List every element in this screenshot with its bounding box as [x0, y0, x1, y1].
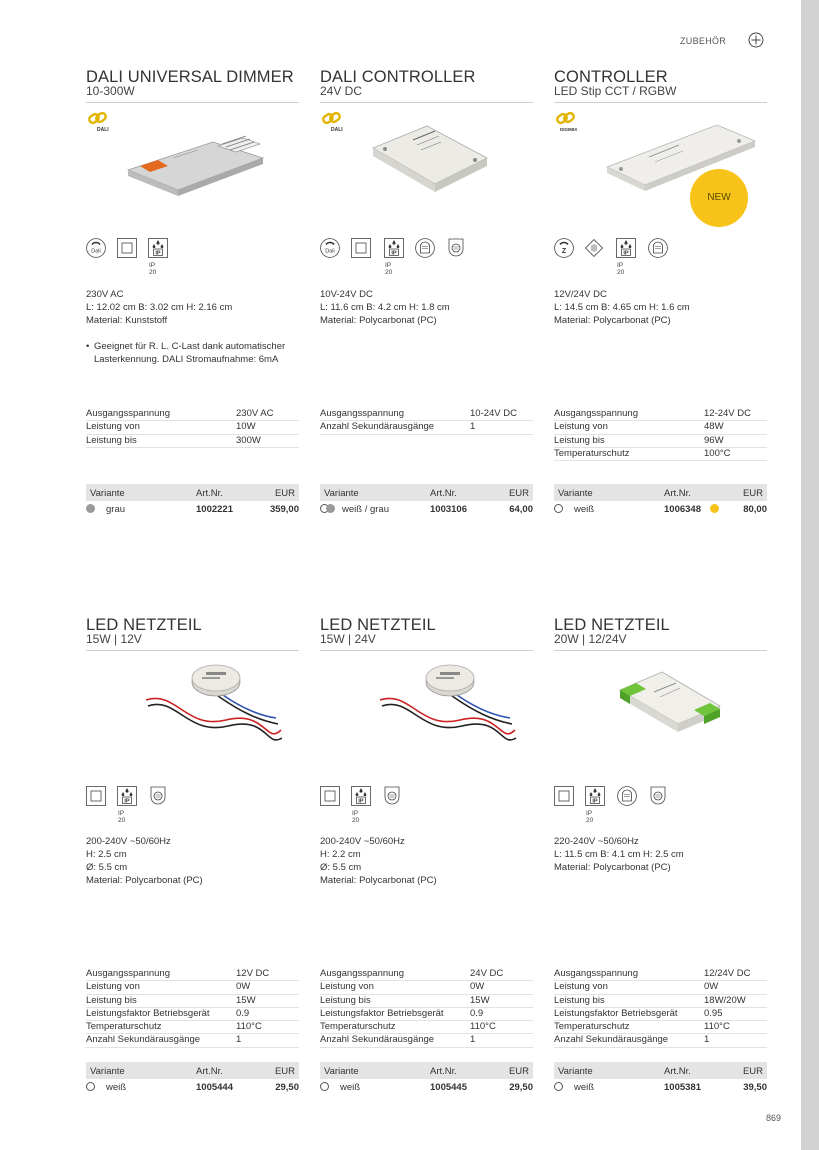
spec-value: 1 — [704, 1034, 710, 1046]
spec-row — [554, 981, 767, 994]
variant-table — [320, 1062, 533, 1095]
variant-name: weiß — [106, 1082, 127, 1093]
spec-label: Anzahl Sekundärausgänge — [554, 1034, 669, 1046]
ip-rating-label: IP 20 — [149, 262, 157, 276]
spec-row — [86, 1034, 299, 1047]
article-number: 1006348 — [664, 504, 701, 515]
article-number: 1005445 — [430, 1082, 467, 1093]
product-title: DALI UNIVERSAL DIMMER — [86, 68, 294, 86]
spec-row — [554, 968, 767, 981]
eur-header: EUR — [508, 488, 529, 499]
eur-header: EUR — [274, 1066, 295, 1077]
product-title: CONTROLLER — [554, 68, 668, 86]
variant-table-header — [86, 1062, 299, 1079]
product-note — [86, 340, 286, 366]
spec-row — [86, 968, 299, 981]
spec-label: Leistung bis — [86, 994, 137, 1006]
note-text: Geeignet für R. L. C-Last dank automatischer Lasterkennung. DALI Stromaufnahme: 6mA — [94, 341, 286, 365]
variant-row[interactable] — [554, 1079, 767, 1095]
dali-icon — [320, 238, 340, 258]
spec-value: 12V DC — [236, 968, 270, 979]
spec-label: Ausgangsspannung — [320, 408, 404, 419]
protection-icon — [382, 786, 402, 806]
indoor-use-icon — [86, 786, 106, 806]
price: 80,00 — [743, 504, 767, 515]
artnr-header: Art.Nr. — [664, 1066, 691, 1077]
variant-row[interactable] — [86, 501, 299, 517]
spec-label: Leistung bis — [554, 434, 605, 446]
spec-table — [320, 968, 533, 1048]
spec-value: 10-24V DC — [470, 408, 517, 419]
spec-label: Leistungsfaktor Betriebsgerät — [320, 1007, 444, 1019]
color-swatch-grau — [86, 504, 95, 513]
indoor-use-icon — [320, 786, 340, 806]
title-divider — [554, 102, 767, 103]
spec-row — [86, 1008, 299, 1021]
article-number: 1003106 — [430, 504, 467, 515]
spec-table — [86, 968, 299, 1048]
spec-value: 0W — [704, 981, 719, 993]
spec-row — [554, 448, 767, 461]
spec-table — [320, 408, 533, 435]
title-divider — [86, 102, 299, 103]
spec-label: Ausgangsspannung — [554, 408, 638, 419]
description-line: 200-240V ~50/60Hz — [86, 836, 171, 847]
price: 64,00 — [509, 504, 533, 515]
spec-value: 300W — [236, 434, 261, 446]
description-line: L: 14.5 cm B: 4.65 cm H: 1.6 cm — [554, 302, 690, 313]
spec-row — [86, 1021, 299, 1034]
spec-row — [320, 421, 533, 434]
spec-value: 1 — [236, 1034, 242, 1046]
description-line: Ø: 5.5 cm — [86, 862, 128, 873]
spec-row — [86, 981, 299, 994]
variant-name: weiß / grau — [342, 504, 389, 515]
spec-label: Leistung von — [554, 421, 608, 433]
variant-table — [554, 1062, 767, 1095]
artnr-header: Art.Nr. — [664, 488, 691, 499]
spec-row — [554, 1034, 767, 1047]
product-subtitle: 10-300W — [86, 84, 135, 98]
product-subtitle: 20W | 12/24V — [554, 632, 627, 646]
spec-row — [554, 995, 767, 1008]
dali-logo — [86, 110, 116, 132]
description-line: Material: Polycarbonat (PC) — [320, 315, 437, 326]
protection-icon — [648, 786, 668, 806]
spec-row — [320, 995, 533, 1008]
spec-label: Ausgangsspannung — [86, 968, 170, 979]
spec-label: Leistungsfaktor Betriebsgerät — [554, 1007, 678, 1019]
product-dali-universal-dimmer — [86, 70, 299, 530]
spec-value: 110°C — [236, 1021, 262, 1033]
spec-label: Ausgangsspannung — [554, 968, 638, 979]
product-title: DALI CONTROLLER — [320, 68, 476, 86]
protection-icon — [446, 238, 466, 258]
product-image-netzteil-round — [370, 660, 520, 750]
spec-table — [554, 408, 767, 461]
spec-row — [320, 1034, 533, 1047]
title-divider — [320, 102, 533, 103]
variant-name: grau — [106, 504, 126, 515]
product-title: LED NETZTEIL — [86, 616, 202, 634]
eur-header: EUR — [508, 1066, 529, 1077]
spec-label: Temperaturschutz — [320, 1021, 396, 1033]
section-link-zubehoer[interactable]: ZUBEHÖR — [680, 36, 727, 46]
product-led-netzteil-20w — [554, 618, 767, 1098]
spec-label: Leistung von — [86, 421, 140, 433]
note-bullet: • — [86, 341, 90, 352]
page-number: 869 — [766, 1113, 782, 1123]
housing-icon — [617, 786, 637, 806]
variant-table — [86, 1062, 299, 1095]
product-controller-led-strip — [554, 70, 767, 530]
spec-label: Leistung bis — [320, 994, 371, 1006]
eur-header: EUR — [274, 488, 295, 499]
spec-value: 0.95 — [704, 1007, 723, 1019]
variant-header: Variante — [558, 488, 593, 499]
spec-row — [320, 968, 533, 981]
ip-rating-icon — [351, 786, 371, 806]
ip-rating-icon — [148, 238, 168, 258]
spec-row — [320, 1008, 533, 1021]
article-number: 1002221 — [196, 504, 233, 515]
article-number: 1005444 — [196, 1082, 233, 1093]
page-edge-strip — [801, 0, 819, 1150]
dali-icon — [86, 238, 106, 258]
description-line: 12V/24V DC — [554, 289, 607, 300]
svg-text:DALI: DALI — [97, 127, 109, 132]
spec-label: Anzahl Sekundärausgänge — [320, 421, 435, 433]
variant-table-header — [320, 1062, 533, 1079]
spec-label: Leistung von — [554, 981, 608, 993]
price: 359,00 — [269, 504, 299, 515]
spec-value: 1 — [470, 1034, 476, 1046]
product-image-controller — [365, 118, 495, 198]
description-line: H: 2.2 cm — [320, 849, 361, 860]
spec-value: 96W — [704, 434, 724, 446]
description-line: 10V-24V DC — [320, 289, 373, 300]
spec-value: 0W — [236, 981, 251, 993]
variant-row[interactable] — [320, 501, 533, 517]
spec-value: 10W — [236, 421, 256, 433]
price: 39,50 — [743, 1082, 767, 1093]
description-line: Ø: 5.5 cm — [320, 862, 362, 873]
spec-row — [320, 1021, 533, 1034]
product-led-netzteil-15w-24v — [320, 618, 533, 1098]
spec-value: 15W — [470, 994, 490, 1006]
variant-header: Variante — [90, 1066, 125, 1077]
spec-row — [86, 995, 299, 1008]
new-badge: NEW — [690, 169, 748, 227]
description-line: L: 11.6 cm B: 4.2 cm H: 1.8 cm — [320, 302, 450, 313]
new-indicator-dot — [710, 504, 719, 513]
spec-row — [554, 408, 767, 421]
variant-header: Variante — [324, 488, 359, 499]
description-line: Material: Kunststoff — [86, 315, 168, 326]
spec-value: 230V AC — [236, 408, 274, 419]
variant-header: Variante — [90, 488, 125, 499]
product-led-netzteil-15w-12v — [86, 618, 299, 1098]
spec-value: 48W — [704, 421, 724, 433]
variant-table-header — [554, 484, 767, 501]
svg-text:DIGIMIX: DIGIMIX — [560, 127, 578, 132]
spec-row — [554, 435, 767, 448]
spec-label: Leistung bis — [86, 434, 137, 446]
artnr-header: Art.Nr. — [430, 1066, 457, 1077]
price: 29,50 — [275, 1082, 299, 1093]
control-gear-icon — [584, 238, 604, 258]
spec-value: 12-24V DC — [704, 408, 751, 419]
description-line: L: 12.02 cm B: 3.02 cm H: 2.16 cm — [86, 302, 233, 313]
spec-value: 15W — [236, 994, 256, 1006]
variant-table — [554, 484, 767, 517]
zigbee-icon — [554, 238, 574, 258]
description-line: L: 11.5 cm B: 4.1 cm H: 2.5 cm — [554, 849, 684, 860]
spec-table — [554, 968, 767, 1048]
spec-value: 18W/20W — [704, 994, 746, 1006]
digimix-logo — [554, 110, 584, 132]
ip-rating-icon — [117, 786, 137, 806]
spec-table — [86, 408, 299, 448]
description-line: Material: Polycarbonat (PC) — [554, 315, 671, 326]
variant-name: weiß — [574, 504, 595, 515]
variant-row[interactable] — [554, 501, 767, 517]
ip-rating-label: IP 20 — [617, 262, 625, 276]
housing-icon — [648, 238, 668, 258]
spec-row — [554, 1008, 767, 1021]
spec-value: 0.9 — [236, 1007, 250, 1019]
color-swatch-weiss — [554, 1082, 563, 1091]
artnr-header: Art.Nr. — [196, 488, 223, 499]
spec-value: 0.9 — [470, 1007, 484, 1019]
variant-header: Variante — [558, 1066, 593, 1077]
product-image-dimmer — [118, 120, 268, 200]
variant-header: Variante — [324, 1066, 359, 1077]
svg-text:DALI: DALI — [331, 127, 343, 132]
title-divider — [86, 650, 299, 651]
description-line: Material: Polycarbonat (PC) — [554, 862, 671, 873]
spec-value: 12/24V DC — [704, 968, 751, 979]
spec-row — [320, 981, 533, 994]
spec-label: Anzahl Sekundärausgänge — [86, 1034, 201, 1046]
spec-value: 110°C — [704, 1021, 730, 1033]
description-line: Material: Polycarbonat (PC) — [320, 875, 437, 886]
variant-table-header — [320, 484, 533, 501]
eur-header: EUR — [742, 488, 763, 499]
variant-table — [320, 484, 533, 517]
ip-rating-label: IP 20 — [118, 810, 126, 824]
ip-rating-icon — [616, 238, 636, 258]
product-subtitle: LED Stip CCT / RGBW — [554, 84, 677, 98]
spec-row — [86, 421, 299, 434]
color-swatch-weiss — [86, 1082, 95, 1091]
ip-rating-icon — [384, 238, 404, 258]
housing-icon — [415, 238, 435, 258]
spec-row — [86, 435, 299, 448]
variant-row[interactable] — [86, 1079, 299, 1095]
color-swatch-grau — [326, 504, 335, 513]
spec-label: Leistungsfaktor Betriebsgerät — [86, 1007, 210, 1019]
spec-label: Ausgangsspannung — [86, 408, 170, 419]
dali-logo — [320, 110, 350, 132]
description-line: H: 2.5 cm — [86, 849, 127, 860]
indoor-use-icon — [117, 238, 137, 258]
variant-row[interactable] — [320, 1079, 533, 1095]
variant-table-header — [86, 484, 299, 501]
spec-value: 1 — [470, 421, 476, 433]
variant-name: weiß — [574, 1082, 595, 1093]
protection-icon — [148, 786, 168, 806]
indoor-use-icon — [554, 786, 574, 806]
spec-value: 24V DC — [470, 968, 504, 979]
artnr-header: Art.Nr. — [430, 488, 457, 499]
artnr-header: Art.Nr. — [196, 1066, 223, 1077]
spec-label: Temperaturschutz — [554, 1021, 630, 1033]
spec-label: Leistung von — [320, 981, 374, 993]
product-title: LED NETZTEIL — [554, 616, 670, 634]
article-number: 1005381 — [664, 1082, 701, 1093]
product-subtitle: 15W | 24V — [320, 632, 376, 646]
price: 29,50 — [509, 1082, 533, 1093]
color-swatch-weiss — [320, 1082, 329, 1091]
spec-value: 110°C — [470, 1021, 496, 1033]
variant-table-header — [554, 1062, 767, 1079]
product-subtitle: 24V DC — [320, 84, 363, 98]
spec-value: 100°C — [704, 447, 731, 459]
spec-row — [86, 408, 299, 421]
product-image-netzteil-round — [136, 660, 286, 750]
ip-rating-icon — [585, 786, 605, 806]
plus-circle-icon[interactable] — [748, 32, 764, 48]
spec-row — [320, 408, 533, 421]
spec-row — [554, 1021, 767, 1034]
description-line: Material: Polycarbonat (PC) — [86, 875, 203, 886]
spec-label: Leistung bis — [554, 994, 605, 1006]
ip-rating-label: IP 20 — [586, 810, 594, 824]
spec-label: Leistung von — [86, 981, 140, 993]
eur-header: EUR — [742, 1066, 763, 1077]
spec-label: Temperaturschutz — [554, 447, 630, 459]
variant-name: weiß — [340, 1082, 361, 1093]
variant-table — [86, 484, 299, 517]
description-line: 230V AC — [86, 289, 124, 300]
spec-row — [554, 421, 767, 434]
spec-value: 0W — [470, 981, 485, 993]
product-subtitle: 15W | 12V — [86, 632, 142, 646]
description-line: 200-240V ~50/60Hz — [320, 836, 405, 847]
product-dali-controller — [320, 70, 533, 530]
color-swatch-weiss — [554, 504, 563, 513]
ip-rating-label: IP 20 — [352, 810, 360, 824]
spec-label: Anzahl Sekundärausgänge — [320, 1034, 435, 1046]
product-image-netzteil-box — [614, 666, 724, 741]
spec-label: Ausgangsspannung — [320, 968, 404, 979]
description-line: 220-240V ~50/60Hz — [554, 836, 639, 847]
title-divider — [554, 650, 767, 651]
product-title: LED NETZTEIL — [320, 616, 436, 634]
spec-label: Temperaturschutz — [86, 1021, 162, 1033]
title-divider — [320, 650, 533, 651]
ip-rating-label: IP 20 — [385, 262, 393, 276]
indoor-use-icon — [351, 238, 371, 258]
